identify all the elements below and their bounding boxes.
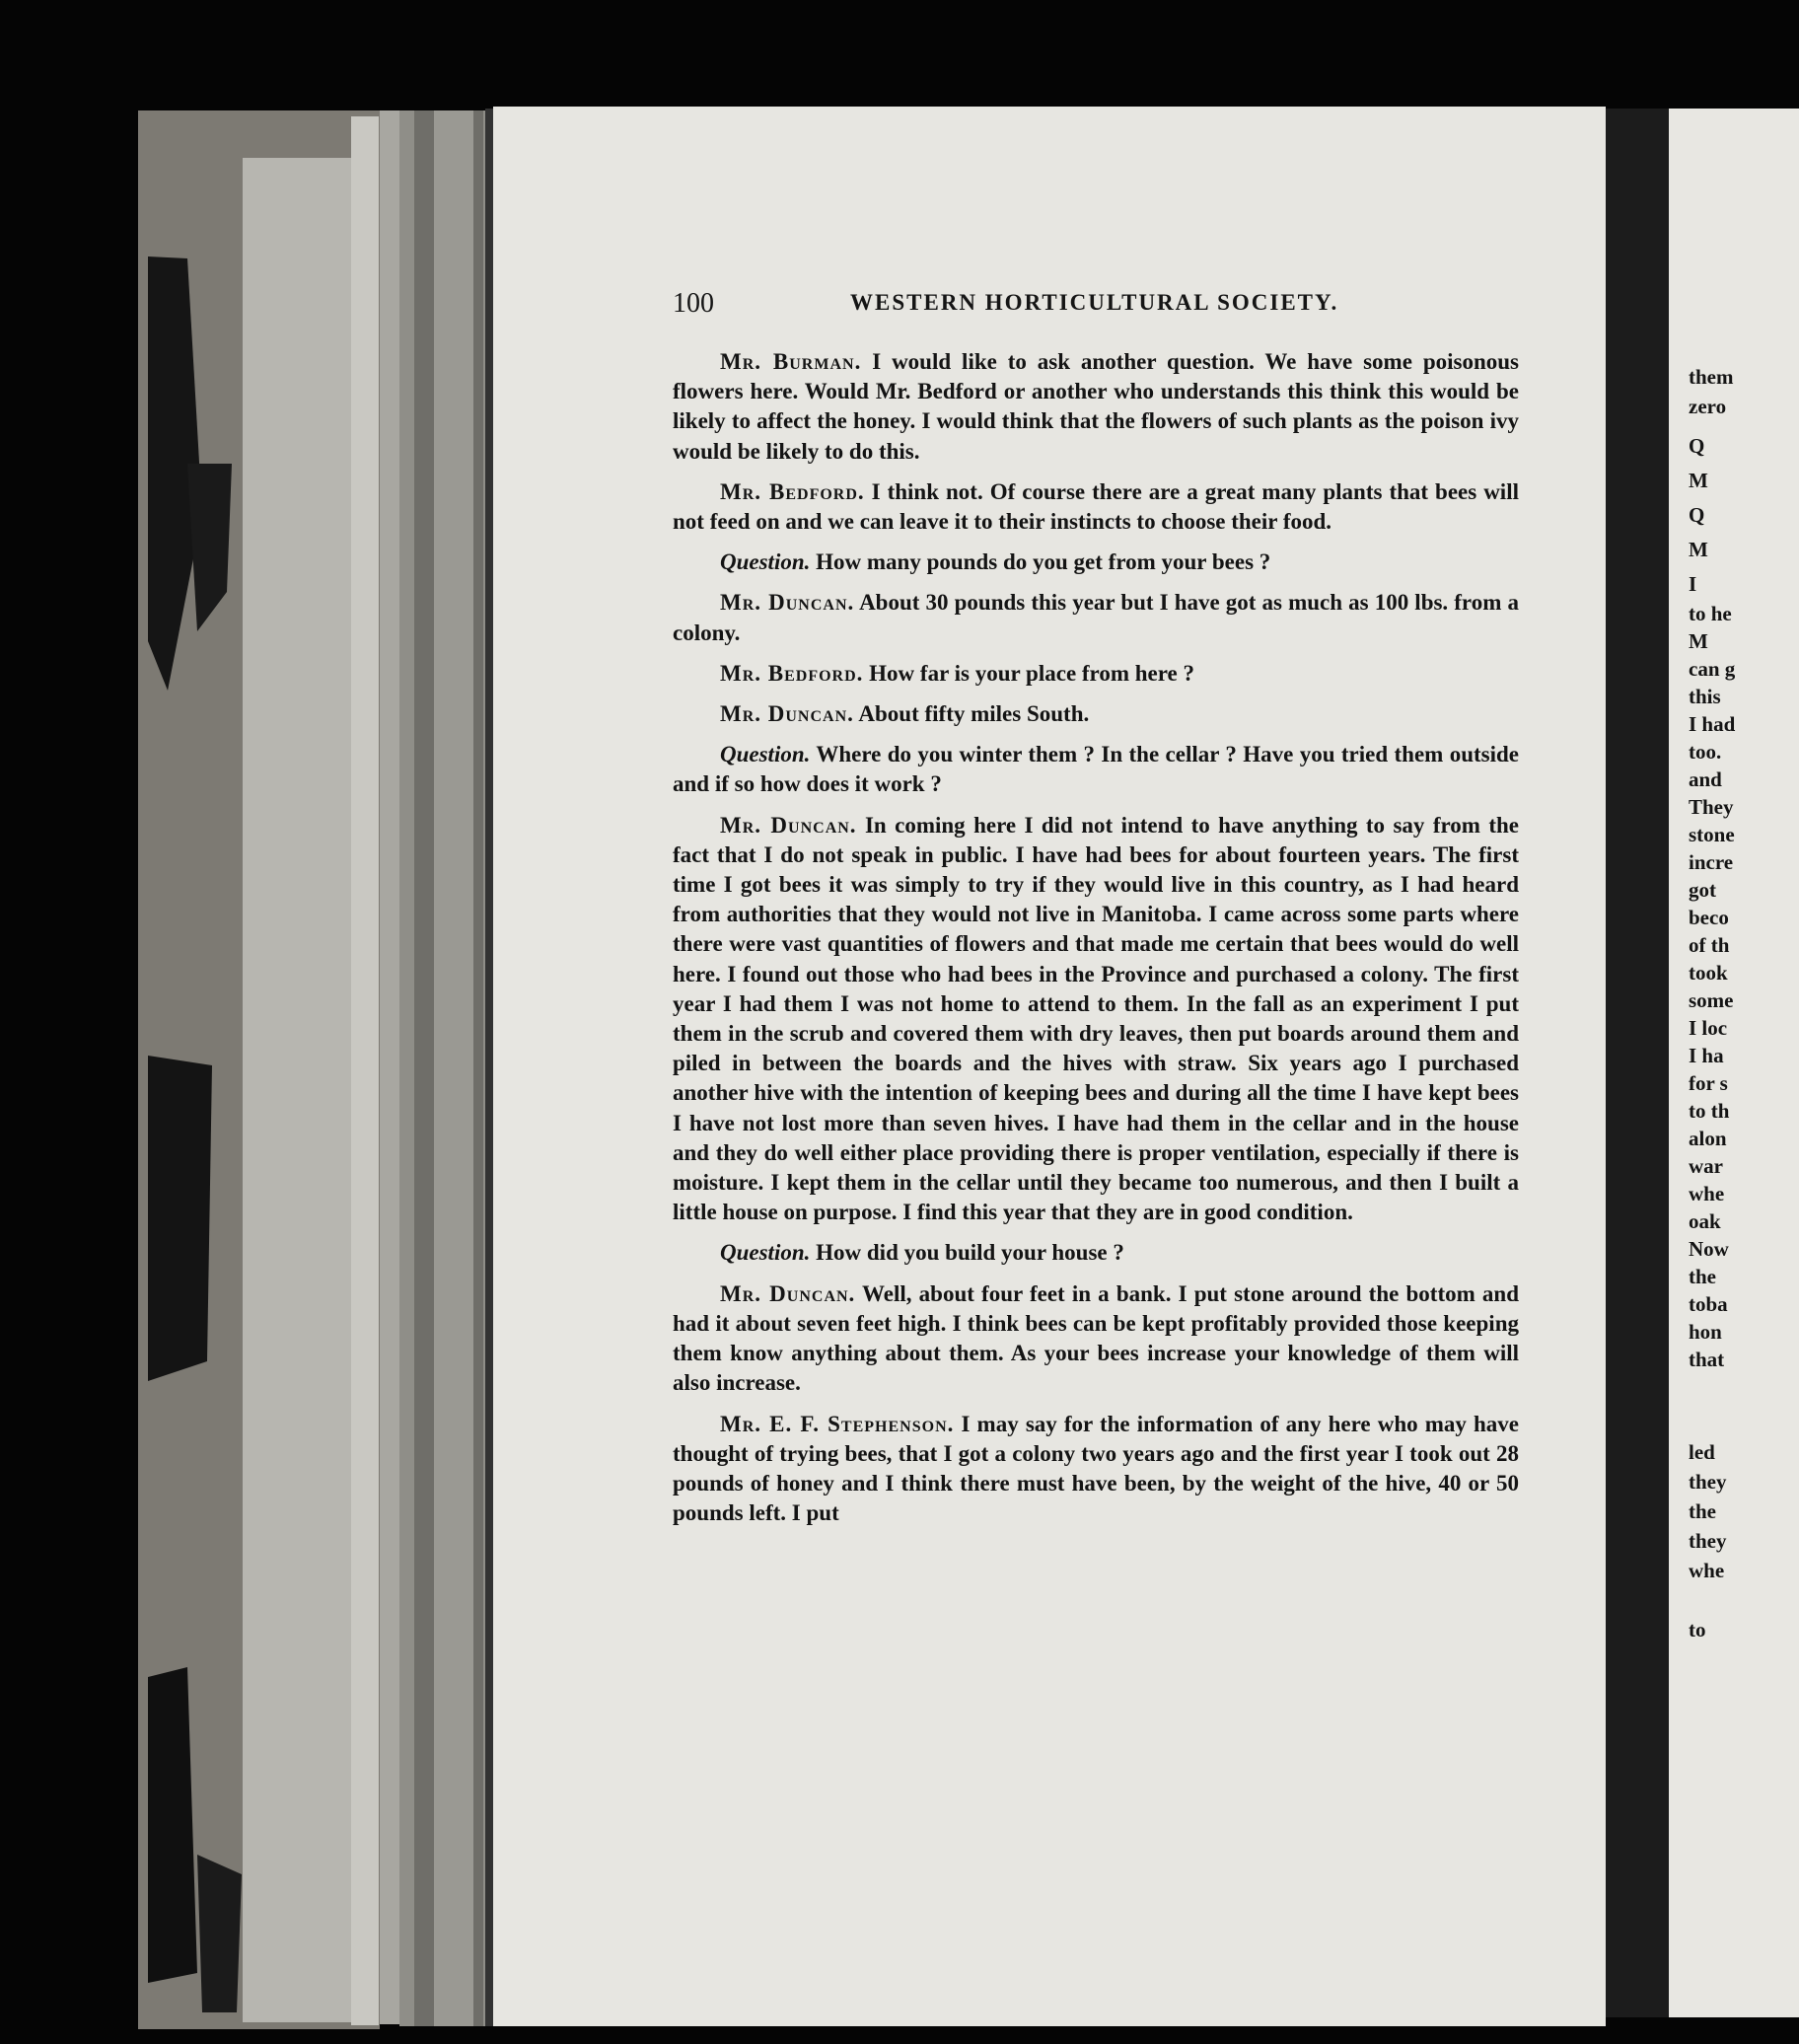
- paragraph: [673, 1238, 1519, 1268]
- paragraph-text: How far is your place from here ?: [863, 660, 1195, 686]
- paragraph: [673, 477, 1519, 537]
- speaker-name: Mr. E. F. Stephenson.: [720, 1411, 955, 1436]
- next-page-fragment: that: [1689, 1348, 1725, 1371]
- next-page-fragment: this: [1689, 685, 1721, 708]
- paragraph: [673, 588, 1519, 647]
- paragraph-text: How did you build your house ?: [810, 1240, 1124, 1266]
- paragraph-text: I would like to ask another question. We have some poisonous flowers here. Would Mr. Bedford or another who understands this think this would be likely to affect the honey. I would think that the flowers of such plants as the poison ivy would be likely to do this.: [673, 349, 1519, 464]
- next-page-fragment: for s: [1689, 1071, 1728, 1095]
- question-label: Question.: [720, 549, 811, 575]
- page-number: 100: [673, 288, 714, 319]
- next-page-fragment: hon: [1689, 1320, 1722, 1344]
- next-page-fragment: to th: [1689, 1099, 1730, 1123]
- next-page-fragment: them: [1689, 365, 1734, 389]
- next-page-fragment: the: [1689, 1499, 1716, 1523]
- speaker-name: Mr. Bedford.: [720, 660, 864, 686]
- next-page-fragment: M: [1689, 629, 1708, 653]
- paragraph-text: About 30 pounds this year but I have got as much as 100 lbs. from a colony.: [673, 590, 1519, 645]
- question-label: Question.: [720, 1240, 811, 1266]
- next-page-fragment: to: [1689, 1618, 1706, 1642]
- body-text: [673, 347, 1519, 1539]
- paragraph-text: In coming here I did not intend to have anything to say from the fact that I do not speak in public. I have had bees for about fourteen years. The first time I got bees it was simply to try if they would live in this country, as I had heard from authorities that they would not live in Manitoba. I came across some parts where there were vast quantities of flowers and that made me certain that bees would do well here. I found out those who had bees in the Province and purchased a colony. The first year I had them I was not home to attend to them. In the fall as an experiment I put them in the scrub and covered them with dry leaves, then put boards around them and piled in between the boards and the hives with straw. Six years ago I purchased another hive with the intention of keeping bees and during all the time I have kept bees I have not lost more than seven hives. I have had them in the cellar and in the house and they do well either place providing there is proper ventilation, especially if there is moisture. I kept them in the cellar until they became too numerous, and then I built a little house on purpose. I find this year that they are in good condition.: [673, 812, 1519, 1225]
- next-page-fragment: M: [1689, 538, 1708, 561]
- speaker-name: Mr. Duncan.: [720, 590, 855, 616]
- speaker-name: Mr. Duncan.: [720, 812, 857, 838]
- next-page-fragment: I: [1689, 572, 1697, 596]
- next-page-fragment: got: [1689, 878, 1716, 902]
- speaker-name: Mr. Bedford.: [720, 478, 865, 504]
- paragraph-text: About fifty miles South.: [853, 701, 1090, 727]
- paragraph: [673, 659, 1519, 689]
- next-page-fragment: whe: [1689, 1182, 1725, 1205]
- next-page-fragment: can g: [1689, 657, 1736, 681]
- next-page-fragment: toba: [1689, 1292, 1728, 1316]
- next-page-fragment: whe: [1689, 1559, 1725, 1582]
- paragraph-text: I think not. Of course there are a great many plants that bees will not feed on and we can leave it to their instincts to choose their food.: [673, 478, 1519, 535]
- next-page-fragment: too.: [1689, 740, 1722, 764]
- next-page-fragment: war: [1689, 1154, 1723, 1178]
- next-page-fragment: and: [1689, 767, 1722, 791]
- next-page-fragment: M: [1689, 469, 1708, 492]
- paragraph-text: How many pounds do you get from your bees ?: [810, 549, 1271, 575]
- next-page-fragment: some: [1689, 988, 1734, 1012]
- next-page-fragment: they: [1689, 1470, 1727, 1494]
- next-page-fragment: I loc: [1689, 1016, 1728, 1040]
- speaker-name: Mr. Duncan.: [720, 1280, 856, 1306]
- next-page-fragment: I had: [1689, 712, 1736, 736]
- next-page-fragment: Q: [1689, 434, 1705, 458]
- next-page-fragment: led: [1689, 1440, 1715, 1464]
- paragraph: [673, 699, 1519, 729]
- paragraph: [673, 347, 1519, 467]
- speaker-name: Mr. Burman.: [720, 349, 862, 374]
- next-page-fragment: to he: [1689, 602, 1732, 625]
- paragraph-text: Well, about four feet in a bank. I put stone around the bottom and had it about seven feet high. I think bees can be kept profitably provided those keeping them know anything about them. As your bees increase your knowledge of them will also increase.: [673, 1280, 1519, 1396]
- question-label: Question.: [720, 742, 811, 767]
- next-page-fragment: I ha: [1689, 1044, 1724, 1067]
- paragraph: [673, 811, 1519, 1228]
- next-page-fragment: the: [1689, 1265, 1716, 1288]
- next-page-fragment: beco: [1689, 906, 1729, 929]
- next-page-fragment: They: [1689, 795, 1734, 819]
- paragraph: [673, 1279, 1519, 1399]
- paragraph: [673, 1410, 1519, 1529]
- next-page-fragment: they: [1689, 1529, 1727, 1553]
- running-head: [673, 288, 1521, 328]
- next-page-edge: [1669, 109, 1799, 2017]
- next-page-fragment: of th: [1689, 933, 1730, 957]
- speaker-name: Mr. Duncan.: [720, 701, 854, 727]
- next-page-fragment: incre: [1689, 850, 1734, 874]
- paragraph-text: I may say for the information of any here who may have thought of trying bees, that I got a colony two years ago and the first year I took out 28 pounds of honey and I think there must have been, by the weight of the hive, 40 or 50 pounds left. I put: [673, 1411, 1519, 1526]
- next-page-fragment: zero: [1689, 395, 1727, 418]
- paragraph: [673, 740, 1519, 799]
- next-page-fragment: Now: [1689, 1237, 1729, 1261]
- paragraph-text: Where do you winter them ? In the cellar ? Have you tried them outside and if so how does it work ?: [673, 742, 1519, 797]
- paragraph: [673, 548, 1519, 577]
- next-page-fragment: alon: [1689, 1127, 1727, 1150]
- next-page-fragment: stone: [1689, 823, 1735, 846]
- header-title: WESTERN HORTICULTURAL SOCIETY.: [850, 290, 1339, 315]
- next-page-fragment: Q: [1689, 503, 1705, 527]
- next-page-fragment: oak: [1689, 1209, 1721, 1233]
- next-page-fragment: took: [1689, 961, 1728, 985]
